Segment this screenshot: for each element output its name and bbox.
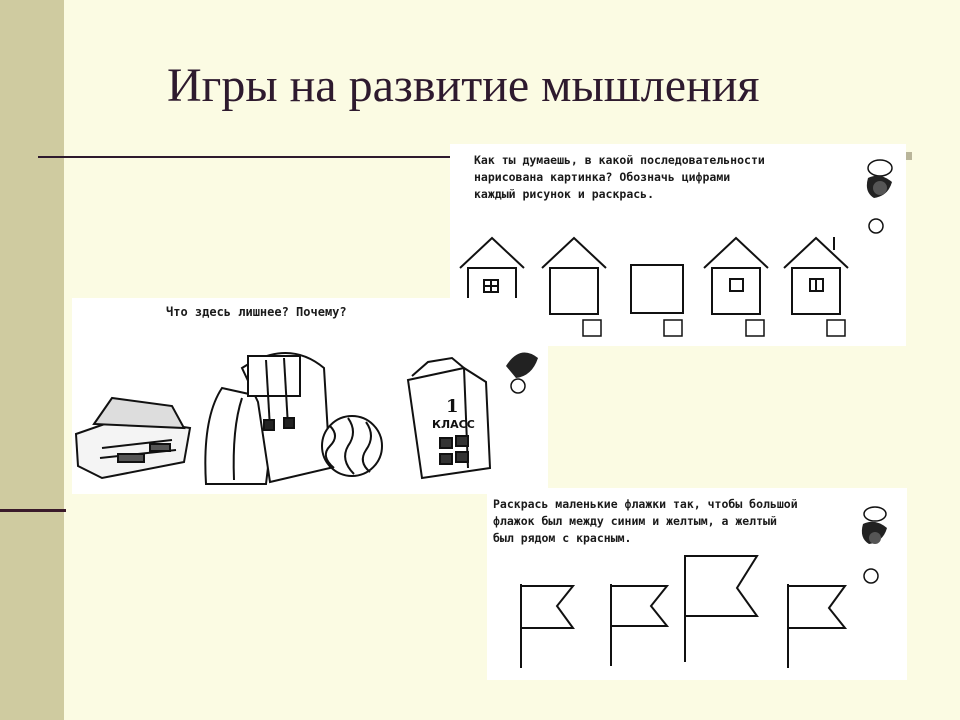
thinking-character-icon [506, 353, 538, 393]
flags-card [487, 488, 907, 680]
school-items-illustration [72, 298, 548, 494]
flag-drawing-3 [685, 556, 757, 662]
ball-drawing [322, 416, 382, 476]
pencil-case-drawing [76, 398, 190, 478]
odd-one-out-card [72, 298, 548, 494]
flag-drawing-4 [788, 584, 845, 668]
thinking-character-icon [862, 507, 887, 583]
house-drawing-2 [542, 238, 606, 314]
book-label: КЛАСС [432, 418, 475, 431]
house-drawing-5 [784, 237, 848, 314]
backpack-drawing [205, 353, 330, 484]
flag-drawing-1 [521, 584, 573, 668]
flags-task-text: Раскрась маленькие флажки так, чтобы большой флажок был между синим и желтым, а желтый был рядом с красным. [493, 497, 798, 545]
thinking-character-icon [867, 160, 892, 233]
flag-drawing-2 [611, 584, 667, 666]
houses-task-text: Как ты думаешь, в какой последовательности нарисована картинка? Обозначь цифрами каждый рисунок и раскрась. [474, 153, 765, 201]
answer-boxes [500, 320, 845, 336]
book-number: 1 [446, 396, 459, 417]
sidebar-decoration [0, 0, 64, 720]
title-divider [38, 156, 458, 158]
slide-title: Игры на развитие мышления [167, 59, 760, 112]
house-drawing-3 [631, 265, 683, 313]
sidebar-divider [0, 509, 66, 512]
house-drawing-4 [704, 238, 768, 314]
odd-one-out-task-text: Что здесь лишнее? Почему? [166, 305, 347, 319]
